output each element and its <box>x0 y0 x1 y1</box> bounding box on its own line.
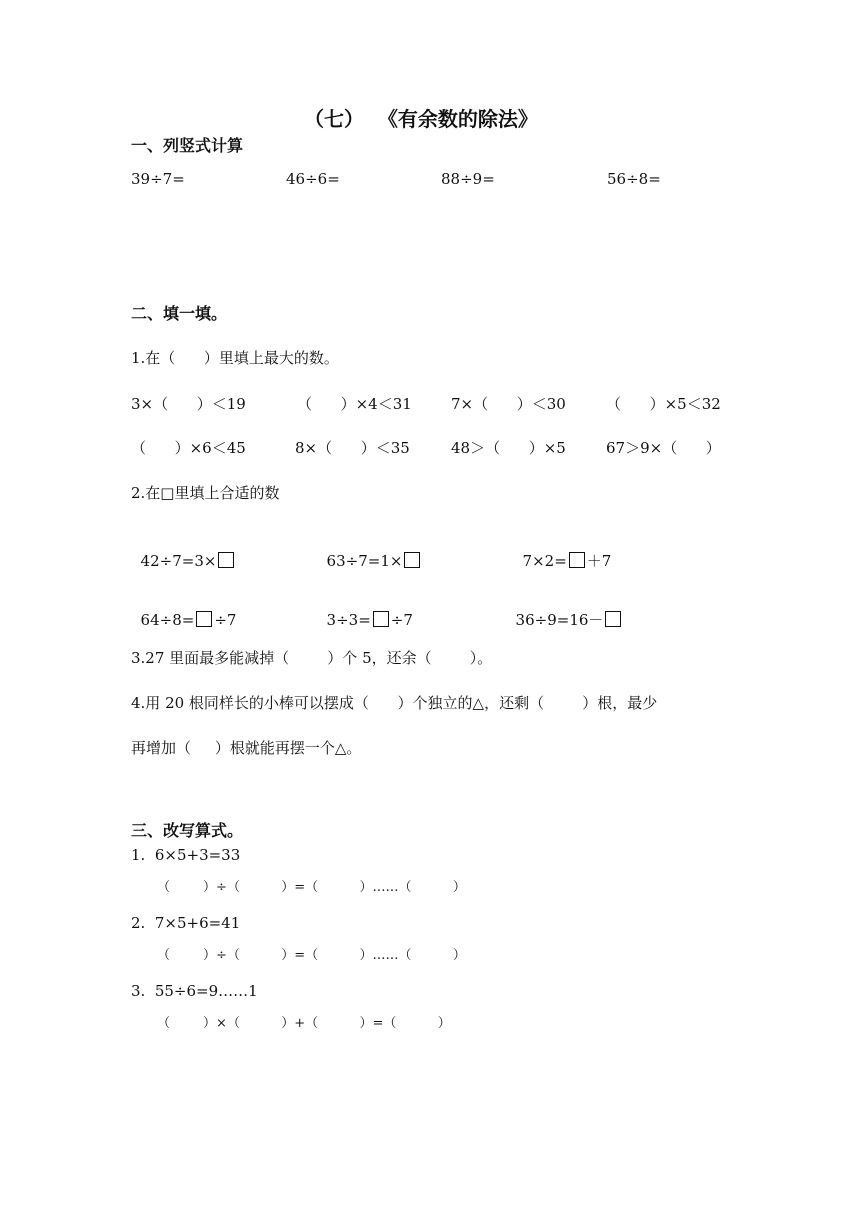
answer-box[interactable] <box>196 611 212 627</box>
question-1-prompt: 1.在（ ）里填上最大的数。 <box>131 349 339 367</box>
rewrite-equation: 2. 7×5+6=41 <box>131 914 241 932</box>
division-problem: 39÷7= <box>131 170 185 188</box>
rewrite-template: （ ）÷（ ）=（ ）……（ ） <box>157 948 466 963</box>
rewrite-template: （ ）×（ ）+（ ）=（ ） <box>157 1016 451 1031</box>
rewrite-template: （ ）÷（ ）=（ ）……（ ） <box>157 880 466 895</box>
division-problem: 46÷6= <box>286 170 340 188</box>
inequality-item: 48＞（ ）×5 <box>451 439 566 457</box>
question-2-prompt: 2.在□里填上合适的数 <box>131 484 280 502</box>
equation-right: ÷7 <box>390 611 413 629</box>
answer-box[interactable] <box>569 552 585 568</box>
box-equation <box>131 596 236 628</box>
section1-heading: 一、列竖式计算 <box>131 136 244 155</box>
inequality-item: （ ）×5＜32 <box>606 395 721 413</box>
division-problem: 56÷8= <box>607 170 661 188</box>
rewrite-equation: 3. 55÷6=9……1 <box>131 982 258 1000</box>
division-problem: 88÷9= <box>441 170 495 188</box>
box-equation <box>131 537 236 569</box>
box-equation <box>506 596 623 628</box>
inequality-item: （ ）×6＜45 <box>131 439 246 457</box>
inequality-item: 3×（ ）＜19 <box>131 395 246 413</box>
answer-box[interactable] <box>218 552 234 568</box>
rewrite-equation: 1. 6×5+3=33 <box>131 846 241 864</box>
equation-right: ＋7 <box>586 552 612 570</box>
question-4-line2: 再增加（ ）根就能再摆一个△。 <box>131 739 362 757</box>
equation-left: 3÷3= <box>326 611 371 629</box>
equation-left: 7×2= <box>522 552 567 570</box>
answer-box[interactable] <box>404 552 420 568</box>
equation-left: 42÷7=3× <box>140 552 217 570</box>
inequality-item: （ ）×4＜31 <box>297 395 412 413</box>
answer-box[interactable] <box>605 611 621 627</box>
box-equation <box>317 596 413 628</box>
box-equation <box>317 537 422 569</box>
inequality-item: 67＞9×（ ） <box>606 439 721 457</box>
box-equation <box>513 537 611 569</box>
section3-heading: 三、改写算式。 <box>131 821 244 840</box>
inequality-item: 8×（ ）＜35 <box>295 439 410 457</box>
inequality-item: 7×（ ）＜30 <box>451 395 566 413</box>
equation-right: ÷7 <box>214 611 237 629</box>
equation-left: 63÷7=1× <box>326 552 403 570</box>
page-title: （七） 《有余数的除法》 <box>304 107 538 131</box>
equation-left: 36÷9=16－ <box>515 611 604 629</box>
equation-left: 64÷8= <box>140 611 195 629</box>
question-3: 3.27 里面最多能减掉（ ）个 5，还余（ ）。 <box>131 649 493 667</box>
question-4-line1: 4.用 20 根同样长的小棒可以摆成（ ）个独立的△，还剩（ ）根，最少 <box>131 694 658 712</box>
answer-box[interactable] <box>373 611 389 627</box>
section2-heading: 二、填一填。 <box>131 304 228 323</box>
